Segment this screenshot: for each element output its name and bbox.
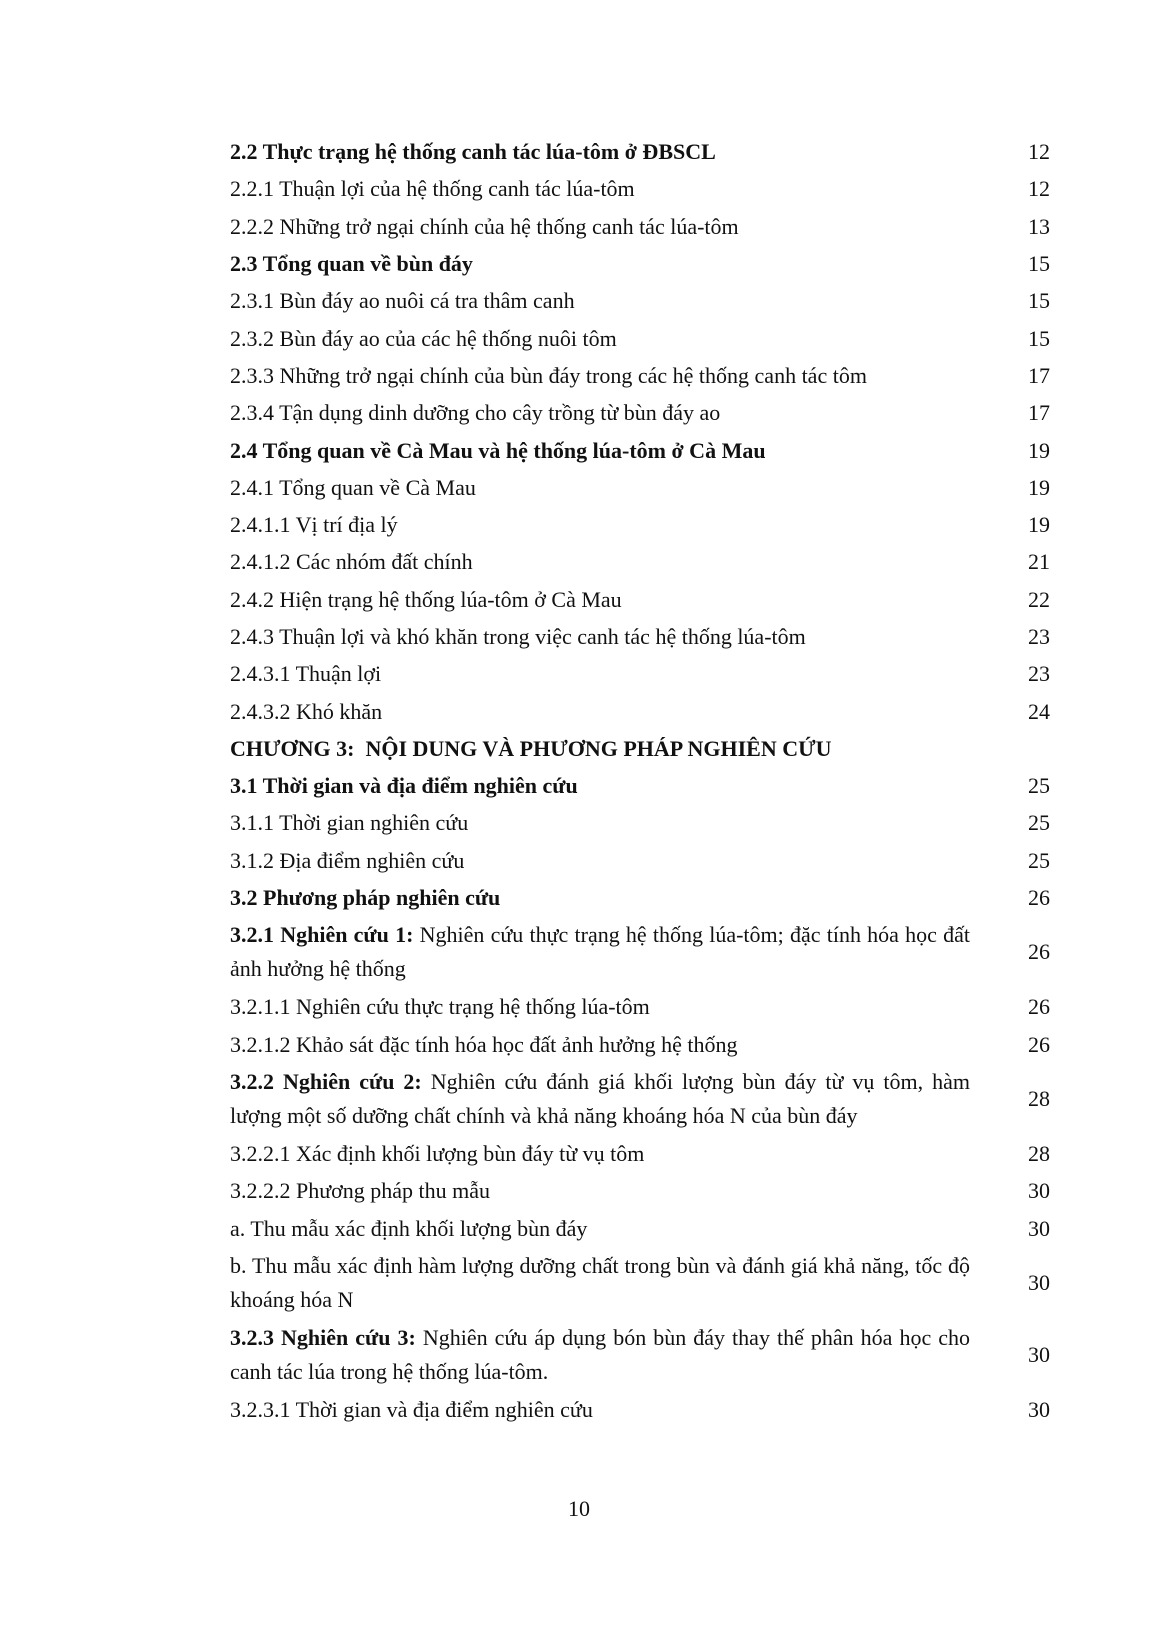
toc-row: 3.2.1.1 Nghiên cứu thực trạng hệ thống lúa-tôm 26 [230, 994, 1050, 1020]
toc-row: 2.2.2 Những trở ngại chính của hệ thống canh tác lúa-tôm 13 [230, 213, 1050, 239]
toc-row: 3.2.2.2 Phương pháp thu mẫu 30 [230, 1178, 1050, 1204]
toc-row: b. Thu mẫu xác định hàm lượng dưỡng chất trong bùn và đánh giá khả năng, tốc độ khoáng hóa N 30 [230, 1252, 1050, 1312]
table-of-contents [230, 133, 1050, 1428]
toc-row: 2.4.3.2 Khó khăn 24 [230, 698, 1050, 724]
page-number: 10 [568, 1496, 590, 1521]
toc-row: 3.1.2 Địa điểm nghiên cứu 25 [230, 847, 1050, 873]
toc-row: 3.2.3 Nghiên cứu 3: Nghiên cứu áp dụng bón bùn đáy thay thế phân hóa học cho canh tác lúa trong hệ thống lúa-tôm. 30 [230, 1324, 1050, 1384]
toc-row: 2.2.1 Thuận lợi của hệ thống canh tác lúa-tôm 12 [230, 176, 1050, 202]
toc-row: 2.3 Tổng quan về bùn đáy 15 [230, 251, 1050, 277]
toc-row: 3.1.1 Thời gian nghiên cứu 25 [230, 810, 1050, 836]
toc-row: 2.4 Tổng quan về Cà Mau và hệ thống lúa-tôm ở Cà Mau 19 [230, 437, 1050, 463]
chapter-heading: CHƯƠNG 3: NỘI DUNG VÀ PHƯƠNG PHÁP NGHIÊN CỨU [230, 735, 832, 761]
toc-row: 3.2.1.2 Khảo sát đặc tính hóa học đất ảnh hưởng hệ thống 26 [230, 1031, 1050, 1057]
toc-row: 3.2.2 Nghiên cứu 2: Nghiên cứu đánh giá khối lượng bùn đáy từ vụ tôm, hàm lượng một số dưỡng chất chính và khả năng khoáng hóa N của bùn đáy 28 [230, 1068, 1050, 1128]
toc-row: 3.2.3.1 Thời gian và địa điểm nghiên cứu 30 [230, 1396, 1050, 1422]
toc-row: 3.2 Phương pháp nghiên cứu 26 [230, 885, 1050, 911]
toc-row: 2.4.3.1 Thuận lợi 23 [230, 661, 1050, 687]
toc-row: 2.3.1 Bùn đáy ao nuôi cá tra thâm canh 15 [230, 288, 1050, 314]
toc-row: a. Thu mẫu xác định khối lượng bùn đáy 30 [230, 1215, 1050, 1241]
toc-row: 2.4.3 Thuận lợi và khó khăn trong việc canh tác hệ thống lúa-tôm 23 [230, 624, 1050, 649]
toc-row: 2.4.2 Hiện trạng hệ thống lúa-tôm ở Cà Mau 22 [230, 586, 1050, 612]
toc-row: 3.2.2.1 Xác định khối lượng bùn đáy từ vụ tôm 28 [230, 1140, 1050, 1166]
toc-row: 3.1 Thời gian và địa điểm nghiên cứu 25 [230, 773, 1050, 799]
toc-row: 2.4.1.1 Vị trí địa lý 19 [230, 512, 1050, 538]
toc-row: 2.2 Thực trạng hệ thống canh tác lúa-tôm ở ĐBSCL 12 [230, 139, 1050, 165]
toc-row: 2.3.3 Những trở ngại chính của bùn đáy trong các hệ thống canh tác tôm 17 [230, 362, 1050, 388]
toc-row: 3.2.1 Nghiên cứu 1: Nghiên cứu thực trạng hệ thống lúa-tôm; đặc tính hóa học đất ảnh hưởng hệ thống 26 [230, 922, 1050, 982]
toc-row: 2.4.1.2 Các nhóm đất chính 21 [230, 549, 1050, 575]
toc-row: 2.3.4 Tận dụng dinh dưỡng cho cây trồng từ bùn đáy ao 17 [230, 400, 1050, 426]
toc-row: 2.4.1 Tổng quan về Cà Mau 19 [230, 474, 1050, 500]
toc-row: 2.3.2 Bùn đáy ao của các hệ thống nuôi tôm 15 [230, 325, 1050, 351]
